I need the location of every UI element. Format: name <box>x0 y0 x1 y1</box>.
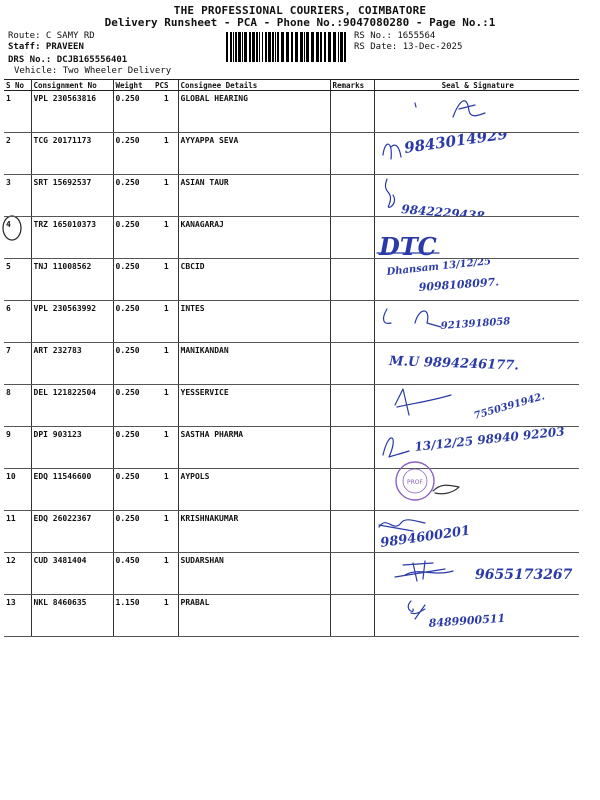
runsheet-subtitle: Delivery Runsheet - PCA - Phone No.:9047080280 - Page No.:1 <box>104 16 496 29</box>
row-sno: 13 <box>4 595 31 637</box>
row-remarks <box>330 217 374 259</box>
row-remarks <box>330 175 374 217</box>
row-pcs: 1 <box>153 91 178 133</box>
table-row <box>4 259 579 301</box>
handwritten-number: 7550391942. <box>472 391 546 422</box>
handwritten-number: 9655173267 <box>474 567 572 583</box>
route-label: Route: C SAMY RD <box>8 31 95 41</box>
table-row <box>4 511 579 553</box>
table-row <box>4 133 579 175</box>
row-weight: 0.250 <box>113 427 153 469</box>
row-consignment-no: DEL 121822504 <box>31 385 113 427</box>
row-pcs: 1 <box>153 133 178 175</box>
row-remarks <box>330 259 374 301</box>
row-signature <box>374 343 579 385</box>
row-consignment-no: SRT 15692537 <box>31 175 113 217</box>
row-sno: 10 <box>4 469 31 511</box>
row-consignee: PRABAL <box>178 595 330 637</box>
rs-number: RS No.: 1655564 <box>354 31 436 41</box>
row-consignee: MANIKANDAN <box>178 343 330 385</box>
handwritten-signature <box>375 385 580 427</box>
row-sno: 6 <box>4 301 31 343</box>
row-consignee: KANAGARAJ <box>178 217 330 259</box>
row-weight: 0.250 <box>113 133 153 175</box>
row-pcs: 1 <box>153 385 178 427</box>
staff-label: Staff: PRAVEEN <box>8 42 84 52</box>
row-consignment-no: VPL 230563816 <box>31 91 113 133</box>
handwritten-signature <box>375 553 580 595</box>
handwritten-signature <box>375 256 580 301</box>
row-signature <box>374 301 579 343</box>
col-consignment: Consignment No <box>31 80 113 91</box>
row-consignee: INTES <box>178 301 330 343</box>
row-remarks <box>330 511 374 553</box>
row-consignee: SUDARSHAN <box>178 553 330 595</box>
handwritten-signature <box>375 343 580 385</box>
row-weight: 0.250 <box>113 343 153 385</box>
row-consignment-no: TRZ 165010373 <box>31 217 113 259</box>
row-signature <box>374 175 579 224</box>
row-weight: 0.250 <box>113 175 153 217</box>
row-pcs: 1 <box>153 469 178 511</box>
barcode-image <box>226 32 348 62</box>
handwritten-number: M.U 9894246177. <box>388 354 519 374</box>
col-sno: S No <box>4 80 31 91</box>
row-remarks <box>330 343 374 385</box>
row-consignment-no: NKL 8460635 <box>31 595 113 637</box>
table-row <box>4 469 579 511</box>
table-row <box>4 427 579 469</box>
row-consignee: AYYAPPA SEVA <box>178 133 330 175</box>
row-consignee: GLOBAL HEARING <box>178 91 330 133</box>
handwritten-number: 9843014929 <box>402 124 509 157</box>
row-pcs: 1 <box>153 553 178 595</box>
row-remarks <box>330 385 374 427</box>
svg-text:PROF: PROF <box>407 479 423 486</box>
row-pcs: 1 <box>153 217 178 259</box>
row-signature <box>374 385 579 427</box>
handwritten-signature <box>375 91 580 133</box>
row-weight: 1.150 <box>113 595 153 637</box>
row-consignment-no: EDQ 26022367 <box>31 511 113 553</box>
handwritten-signature <box>375 301 580 343</box>
col-consignee: Consignee Details <box>178 80 330 91</box>
table-row <box>4 301 579 343</box>
courier-round-seal <box>393 457 483 507</box>
row-signature <box>374 91 579 133</box>
row-pcs: 1 <box>153 511 178 553</box>
row-signature <box>374 595 579 637</box>
table-row <box>4 343 579 385</box>
row-signature <box>374 553 579 595</box>
table-header-row <box>4 80 579 91</box>
row-remarks <box>330 91 374 133</box>
row-sno: 2 <box>4 133 31 175</box>
handwritten-signature <box>375 175 580 224</box>
row-signature <box>374 124 579 175</box>
row-sno: 3 <box>4 175 31 217</box>
handwritten-number: 13/12/25 98940 92203 <box>413 424 565 454</box>
row-consignment-no: TNJ 11008562 <box>31 259 113 301</box>
table-row <box>4 385 579 427</box>
table-row <box>4 595 579 637</box>
table-row <box>4 217 579 259</box>
runsheet-table <box>4 79 579 637</box>
row-weight: 0.250 <box>113 259 153 301</box>
row-signature <box>374 511 579 553</box>
row-pcs: 1 <box>153 259 178 301</box>
handwritten-number: 9213918058 <box>439 316 511 332</box>
row-pcs: 1 <box>153 427 178 469</box>
row-pcs: 1 <box>153 595 178 637</box>
row-remarks <box>330 427 374 469</box>
rs-date: RS Date: 13-Dec-2025 <box>354 42 463 52</box>
row-consignment-no: TCG 20171173 <box>31 133 113 175</box>
row-weight: 0.250 <box>113 385 153 427</box>
handwritten-signature <box>375 511 580 553</box>
row-consignee: AYPOLS <box>178 469 330 511</box>
table-row <box>4 553 579 595</box>
row-remarks <box>330 133 374 175</box>
handwritten-number: 9098108097. <box>417 275 499 294</box>
table-row <box>4 175 579 217</box>
row-sno: 9 <box>4 427 31 469</box>
handwritten-number: Dhansam 13/12/25 <box>385 256 492 278</box>
handwritten-number: DTC <box>378 232 437 261</box>
handwritten-signature <box>375 124 580 175</box>
row-sno: 4 <box>4 217 31 259</box>
row-weight: 0.250 <box>113 91 153 133</box>
row-remarks <box>330 553 374 595</box>
handwritten-signature <box>375 595 580 637</box>
row-remarks <box>330 301 374 343</box>
row-consignment-no: EDQ 11546600 <box>31 469 113 511</box>
handwritten-number: 9842229438 <box>400 202 485 224</box>
drs-number: DRS No.: DCJB165556401 <box>8 55 128 65</box>
col-remarks: Remarks <box>330 80 374 91</box>
row-weight: 0.250 <box>113 511 153 553</box>
row-weight: 0.250 <box>113 217 153 259</box>
row-consignee: SASTHA PHARMA <box>178 427 330 469</box>
row-weight: 0.250 <box>113 469 153 511</box>
handwritten-number: 9894600201 <box>378 523 471 551</box>
row-sno: 11 <box>4 511 31 553</box>
handwritten-number: 8489900511 <box>427 611 506 630</box>
row-remarks <box>330 595 374 637</box>
row-sno: 7 <box>4 343 31 385</box>
col-weight: Weight <box>113 80 153 91</box>
col-pcs: PCS <box>153 80 178 91</box>
row-sno: 5 <box>4 259 31 301</box>
row-pcs: 1 <box>153 301 178 343</box>
handwritten-signature <box>375 217 580 259</box>
row-weight: 0.250 <box>113 301 153 343</box>
row-weight: 0.450 <box>113 553 153 595</box>
row-pcs: 1 <box>153 343 178 385</box>
table-row <box>4 91 579 133</box>
row-sno: 8 <box>4 385 31 427</box>
row-consignee: YESSERVICE <box>178 385 330 427</box>
row-consignee: KRISHNAKUMAR <box>178 511 330 553</box>
row-consignment-no: CUD 3481404 <box>31 553 113 595</box>
row-consignee: ASIAN TAUR <box>178 175 330 217</box>
runsheet-title: THE PROFESSIONAL COURIERS, COIMBATORE <box>173 4 427 17</box>
row-signature <box>374 217 579 259</box>
row-sno: 12 <box>4 553 31 595</box>
vehicle-label: Vehicle: Two Wheeler Delivery <box>14 66 172 76</box>
row-pcs: 1 <box>153 175 178 217</box>
row-remarks <box>330 469 374 511</box>
row-sno: 1 <box>4 91 31 133</box>
col-signature: Seal & Signature <box>374 80 579 91</box>
row-signature <box>374 256 579 301</box>
row-consignment-no: ART 232783 <box>31 343 113 385</box>
row-consignee: CBCID <box>178 259 330 301</box>
row-consignment-no: DPI 903123 <box>31 427 113 469</box>
row-consignment-no: VPL 230563992 <box>31 301 113 343</box>
